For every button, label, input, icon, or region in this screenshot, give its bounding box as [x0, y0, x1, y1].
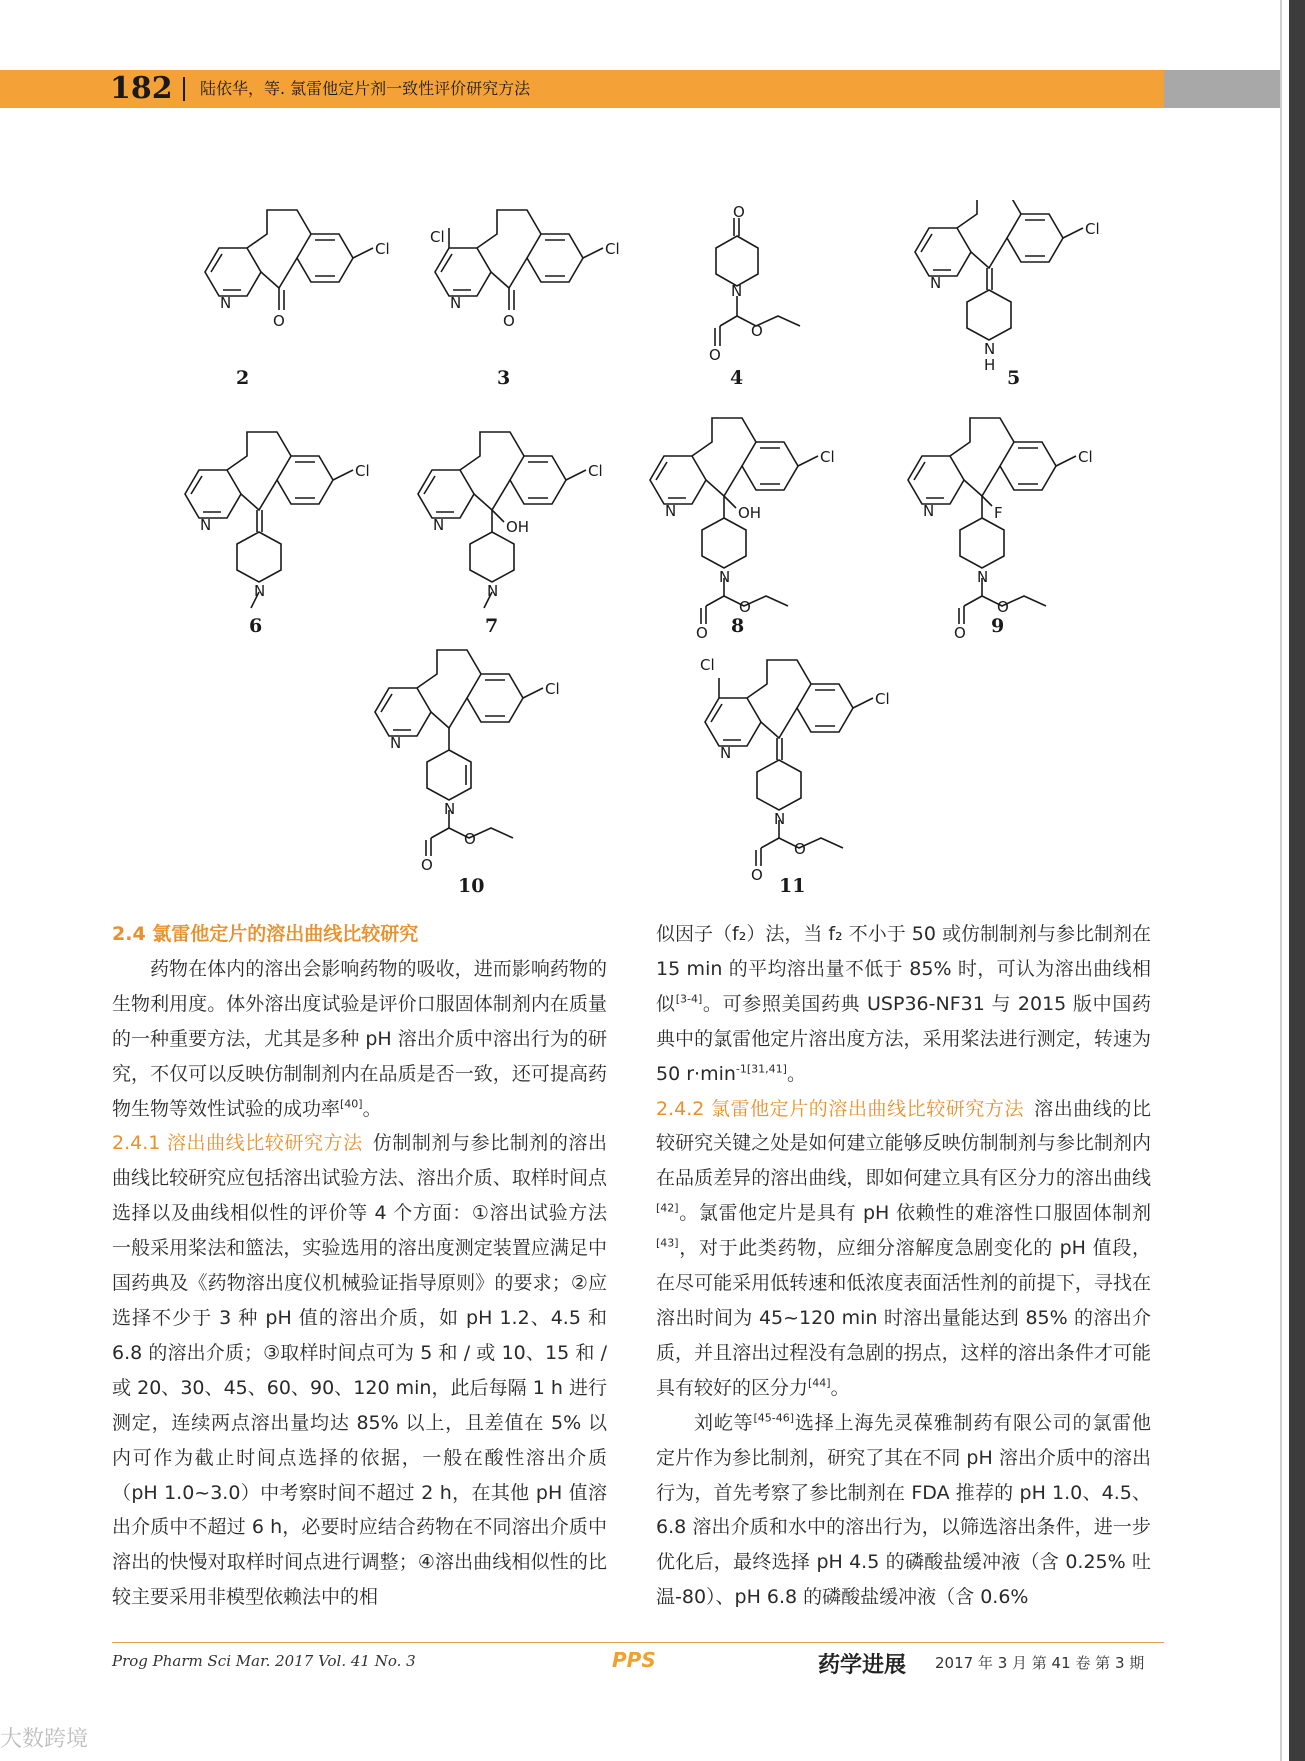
atom-n-11b: N	[774, 810, 786, 828]
atom-o-3: O	[503, 312, 515, 330]
atom-o-10a: O	[421, 856, 433, 874]
subsection-heading-2-4-1: 2.4.1 溶出曲线比较研究方法	[112, 1132, 363, 1155]
atom-o-10b: O	[464, 830, 476, 848]
label-compound-6: 6	[249, 615, 263, 637]
chemical-structures-figure	[0, 200, 1305, 900]
label-compound-2: 2	[236, 367, 250, 389]
atom-n-11a: N	[720, 744, 732, 762]
atom-h-5: H	[984, 356, 996, 374]
atom-oh-8: OH	[738, 504, 762, 522]
continued-text-2: 。可参照美国药典 USP36-NF31 与 2015 版中国药典中的氯雷他定片溶出度方法，采用桨法进行测定，转速为 50 r·min	[656, 992, 1151, 1085]
left-column	[112, 917, 607, 1615]
atom-cl-11b: Cl	[875, 690, 890, 708]
atom-o-9b: O	[997, 598, 1009, 616]
label-compound-10: 10	[458, 875, 485, 897]
atom-cl-7: Cl	[588, 462, 603, 480]
label-compound-11: 11	[779, 875, 806, 897]
atom-n-3: N	[450, 294, 462, 312]
label-compound-5: 5	[1007, 367, 1021, 389]
subsection-2-4-2-text-a: 溶出曲线的比较研究关键之处是如何建立能够反映仿制制剂与参比制剂内在品质差异的溶出曲线，即如何建立具有区分力的溶出曲线	[656, 1097, 1151, 1190]
atom-cl-10: Cl	[545, 680, 560, 698]
citation-45-46: [45-46]	[753, 1411, 795, 1425]
structure-11	[705, 660, 873, 866]
footer-journal-name: 药学进展	[818, 1652, 907, 1678]
right-column	[656, 917, 1151, 1615]
subsection-2-4-2-text-c: ，对于此类药物，应细分溶解度急剧变化的 pH 值段，在尽可能采用低转速和低浓度表面活性剂的前提下，寻找在溶出时间为 45~120 min 时溶出量能达到 85% 的溶出介质，并且溶出过程没有急剧的拐点，这样的溶出条件才可能具有较好的区分力	[656, 1237, 1151, 1399]
atom-n-2: N	[220, 294, 232, 312]
atom-n-9a: N	[923, 502, 935, 520]
continued-text-3: 。	[786, 1062, 806, 1085]
footer-rule	[112, 1642, 1164, 1643]
paragraph-2-4-2	[656, 1092, 1151, 1406]
footer-journal-info: Prog Pharm Sci Mar. 2017 Vol. 41 No. 3	[112, 1652, 416, 1670]
atom-cl-6: Cl	[355, 462, 370, 480]
continued-text-1: 似因子（f₂）法，当 f₂ 不小于 50 或仿制制剂与参比制剂在 15 min 的平均溶出量不低于 85% 时，可认为溶出曲线相似	[656, 923, 1151, 1015]
header-band-gray	[1164, 70, 1280, 108]
atom-cl-2: Cl	[375, 240, 390, 258]
structure-9	[908, 418, 1076, 624]
atom-n-10b: N	[444, 800, 456, 818]
paragraph-intro	[112, 952, 607, 1127]
label-compound-3: 3	[497, 367, 511, 389]
unit-superscript: -1	[735, 1062, 747, 1076]
label-compound-8: 8	[731, 615, 745, 637]
header-separator	[183, 77, 185, 101]
subsection-2-4-2-end: 。	[830, 1376, 850, 1399]
atom-n-5a: N	[930, 274, 942, 292]
footer-issue-info: 2017 年 3 月 第 41 卷 第 3 期	[935, 1654, 1145, 1672]
section-heading-2-4: 2.4 氯雷他定片的溶出曲线比较研究	[112, 923, 419, 945]
paragraph-liu-author: 刘屹等	[694, 1411, 754, 1434]
footer-logo-pps: PPS	[612, 1648, 656, 1672]
label-compound-9: 9	[991, 615, 1005, 637]
atom-cl-5: Cl	[1085, 220, 1100, 238]
paragraph-continued	[656, 917, 1151, 1092]
paragraph-2-4-1	[112, 1126, 607, 1615]
atom-o-4a: O	[733, 203, 745, 221]
citation-31-41: [31,41]	[746, 1062, 787, 1076]
running-title: 陆依华，等. 氯雷他定片剂一致性评价研究方法	[200, 79, 531, 98]
atom-o-2: O	[273, 312, 285, 330]
citation-43: [43]	[656, 1236, 679, 1250]
atom-n-9b: N	[977, 568, 989, 586]
atom-o-8b: O	[739, 598, 751, 616]
structure-8	[650, 418, 818, 624]
subsection-2-4-2-text-b: 。氯雷他定片是具有 pH 依赖性的难溶性口服固体制剂	[678, 1202, 1151, 1225]
atom-n-7a: N	[433, 516, 445, 534]
atom-cl-9: Cl	[1078, 448, 1093, 466]
atom-n-6a: N	[200, 516, 212, 534]
structure-5	[915, 200, 1083, 340]
atom-f-9: F	[994, 504, 1003, 522]
citation-44: [44]	[808, 1376, 831, 1390]
page-number: 182	[110, 71, 173, 106]
atom-n-6b: N	[254, 582, 266, 600]
atom-n-4: N	[731, 282, 743, 300]
atom-n-5b: N	[984, 340, 996, 358]
atom-cl-8: Cl	[820, 448, 835, 466]
structure-10	[375, 650, 543, 856]
subsection-heading-2-4-2: 2.4.2 氯雷他定片的溶出曲线比较研究方法	[656, 1097, 1025, 1120]
header-band	[0, 70, 1164, 108]
citation-40: [40]	[340, 1097, 363, 1111]
paragraph-liu-text: 选择上海先灵葆雅制药有限公司的氯雷他定片作为参比制剂，研究了其在不同 pH 溶出介质中的溶出行为，首先考察了参比制剂在 FDA 推荐的 pH 1.0、4.5、6.8 溶出介质和水中的溶出行为，以筛选溶出条件，进一步优化后，最终选择 pH 4.5 的磷酸盐缓冲液（含 0.25% 吐温-80）、pH 6.8 的磷酸盐缓冲液（含 0.6%	[656, 1411, 1151, 1609]
citation-42: [42]	[656, 1201, 679, 1215]
atom-o-4b: O	[709, 346, 721, 364]
atom-n-8a: N	[665, 502, 677, 520]
subsection-2-4-1-text: 仿制制剂与参比制剂的溶出曲线比较研究应包括溶出试验方法、溶出介质、取样时间点选择以及曲线相似性的评价等 4 个方面：①溶出试验方法一般采用桨法和篮法，实验选用的溶出度测定装置应满足中国药典及《药物溶出度仪机械验证指导原则》的要求；②应选择不少于 3 种 pH 值的溶出介质，如 pH 1.2、4.5 和 6.8 的溶出介质；③取样时间点可为 5 和 / 或 10、15 和 / 或 20、30、45、60、90、120 min，此后每隔 1 h 进行测定，连续两点溶出量均达 85% 以上，且差值在 5% 以内可作为截止时间点选择的依据，一般在酸性溶出介质（pH 1.0~3.0）中考察时间不超过 2 h，在其他 pH 值溶出介质中不超过 6 h，必要时应结合药物在不同溶出介质中溶出的快慢对取样时间点进行调整；④溶出曲线相似性的比较主要采用非模型依赖法中的相	[112, 1132, 607, 1609]
atom-o-11b: O	[794, 840, 806, 858]
atom-o-8a: O	[696, 624, 708, 642]
atom-cl-3b: Cl	[605, 240, 620, 258]
paragraph-intro-end: 。	[362, 1097, 382, 1120]
atom-o-9a: O	[954, 624, 966, 642]
paragraph-liu	[656, 1406, 1151, 1615]
atom-n-10a: N	[390, 734, 402, 752]
label-compound-7: 7	[485, 615, 499, 637]
atom-n-8b: N	[719, 568, 731, 586]
atom-oh-7: OH	[506, 518, 530, 536]
label-compound-4: 4	[730, 367, 744, 389]
atom-cl-11a: Cl	[700, 656, 715, 674]
atom-o-4c: O	[751, 322, 763, 340]
atom-o-11a: O	[751, 866, 763, 884]
paragraph-intro-text: 药物在体内的溶出会影响药物的吸收，进而影响药物的生物利用度。体外溶出度试验是评价口服固体制剂内在质量的一种重要方法，尤其是多种 pH 溶出介质中溶出行为的研究，不仅可以反映仿制制剂内在品质是否一致，还可提高药物生物等效性试验的成功率	[112, 957, 607, 1120]
watermark-logo: 大数跨境	[0, 1727, 89, 1752]
atom-cl-3a: Cl	[430, 228, 445, 246]
citation-3-4: [3-4]	[675, 992, 703, 1006]
atom-n-7b: N	[487, 582, 499, 600]
